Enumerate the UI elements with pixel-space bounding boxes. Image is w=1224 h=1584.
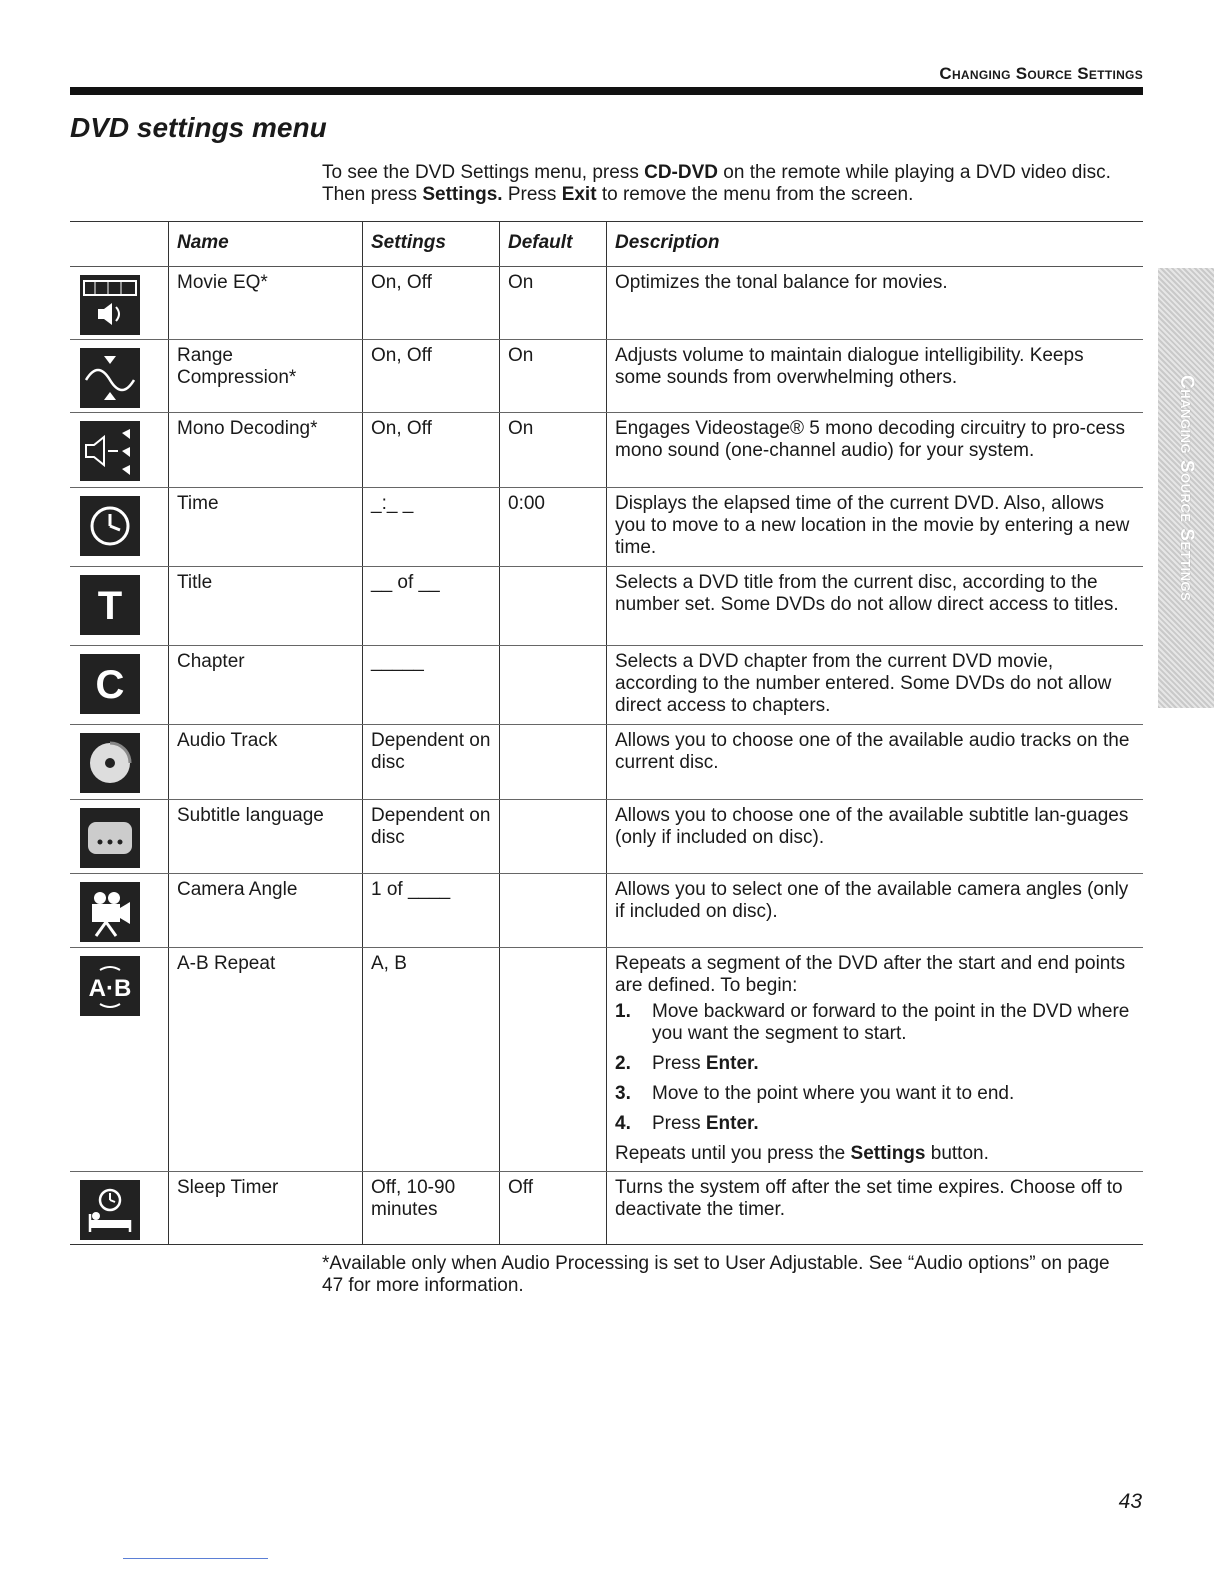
row-settings: Dependent on disc [363, 800, 500, 874]
row-default [500, 567, 607, 646]
section-header: Changing Source Settings [939, 64, 1143, 83]
decorative-line [123, 1558, 268, 1559]
step-text-plain: Move to the point where you want it to end. [652, 1083, 1015, 1104]
row-default: Off [500, 1172, 607, 1245]
list-item [615, 1113, 1135, 1135]
row-default [500, 874, 607, 948]
step-text [652, 1113, 759, 1135]
table-row [70, 800, 1143, 874]
row-settings: On, Off [363, 413, 500, 488]
row-settings: A, B [363, 948, 500, 1172]
intro-text-3: Press [502, 184, 562, 205]
row-default: On [500, 267, 607, 340]
table-row [70, 874, 1143, 948]
row-settings: __ of __ [363, 567, 500, 646]
row-description: Adjusts volume to maintain dialogue intelligibility. Keeps some sounds from overwhelming others. [607, 340, 1144, 413]
side-tab [1158, 268, 1214, 708]
list-item [615, 1001, 1135, 1045]
row-name: Movie EQ* [169, 267, 363, 340]
intro-key-exit: Exit [561, 184, 597, 205]
row-description: Selects a DVD chapter from the current DVD movie, according to the number entered. Some DVDs do not allow direct access to chapters. [607, 646, 1144, 725]
svg-text:A·B: A·B [88, 975, 132, 1002]
svg-text:T: T [97, 584, 123, 628]
step-text-plain: Press [652, 1113, 706, 1134]
table-row [70, 725, 1143, 800]
table-row [70, 267, 1143, 340]
footnote: *Available only when Audio Processing is set to User Adjustable. See “Audio options” on page 47 for more information. [322, 1253, 1110, 1296]
mono-decoding-icon [80, 421, 140, 481]
intro-paragraph [322, 162, 1152, 206]
settings-column-header: Settings [363, 222, 500, 267]
row-name: Audio Track [169, 725, 363, 800]
default-column-header: Default [500, 222, 607, 267]
table-header-row [70, 222, 1143, 267]
settings-table [70, 221, 1143, 1245]
row-description: Turns the system off after the set time expires. Choose off to deactivate the timer. [607, 1172, 1144, 1245]
intro-text-2: on the remote while playing a DVD video disc. Then press [322, 162, 1111, 205]
row-default: On [500, 413, 607, 488]
ab-repeat-tail-text-1: Repeats until you press the [615, 1143, 851, 1164]
table-row [70, 340, 1143, 413]
step-number: 4. [615, 1113, 631, 1134]
table-row-ab-repeat [70, 948, 1143, 1172]
row-default [500, 948, 607, 1172]
row-settings: _____ [363, 646, 500, 725]
intro-key-cd-dvd: CD-DVD [644, 162, 718, 183]
step-number: 1. [615, 1001, 631, 1022]
list-item [615, 1053, 1135, 1075]
chapter-c-icon [80, 654, 140, 714]
table-row [70, 488, 1143, 567]
row-name: Time [169, 488, 363, 567]
subtitle-icon [80, 808, 140, 868]
row-settings: _:_ _ [363, 488, 500, 567]
row-name: Mono Decoding* [169, 413, 363, 488]
step-text-bold: Enter. [705, 1053, 759, 1074]
row-settings: 1 of ____ [363, 874, 500, 948]
row-description: Displays the elapsed time of the current DVD. Also, allows you to move to a new location in the movie by entering a new time. [607, 488, 1144, 567]
row-settings: On, Off [363, 340, 500, 413]
ab-repeat-intro: Repeats a segment of the DVD after the start and end points are defined. To begin: [615, 953, 1126, 996]
row-name: Title [169, 567, 363, 646]
audio-disc-icon [80, 733, 140, 793]
movie-eq-icon [80, 275, 140, 335]
table-row-sleep-timer [70, 1172, 1143, 1245]
row-description: Optimizes the tonal balance for movies. [607, 267, 1144, 340]
ab-repeat-tail [615, 1143, 1135, 1165]
row-default [500, 646, 607, 725]
row-default: 0:00 [500, 488, 607, 567]
name-column-header: Name [169, 222, 363, 267]
row-settings: On, Off [363, 267, 500, 340]
row-description: Allows you to choose one of the available subtitle lan-guages (only if included on disc). [607, 800, 1144, 874]
row-settings: Off, 10-90 minutes [363, 1172, 500, 1245]
icon-column-header [70, 222, 169, 267]
sleep-timer-icon [80, 1180, 140, 1240]
ab-repeat-tail-text-2: button. [925, 1143, 989, 1164]
row-description [607, 948, 1144, 1172]
ab-repeat-icon [80, 956, 140, 1016]
camera-icon [80, 882, 140, 942]
header-rule [70, 87, 1143, 95]
ab-repeat-steps [615, 1001, 1135, 1135]
row-description: Selects a DVD title from the current disc, according to the number set. Some DVDs do not allow direct access to titles. [607, 567, 1144, 646]
side-tab-label: Changing Source Settings [1176, 374, 1197, 602]
page-number: 43 [1118, 1490, 1142, 1513]
row-name: Chapter [169, 646, 363, 725]
row-default: On [500, 340, 607, 413]
page-title: DVD settings menu [70, 112, 327, 143]
step-text-bold: Enter. [705, 1113, 759, 1134]
table-row [70, 567, 1143, 646]
row-description: Allows you to choose one of the available audio tracks on the current disc. [607, 725, 1144, 800]
intro-text-1: To see the DVD Settings menu, press [322, 162, 645, 183]
intro-key-settings: Settings. [422, 184, 503, 205]
table-row [70, 413, 1143, 488]
description-column-header: Description [607, 222, 1144, 267]
range-compression-icon [80, 348, 140, 408]
step-number: 2. [615, 1053, 631, 1074]
ab-repeat-tail-bold: Settings [850, 1143, 926, 1164]
row-name: Sleep Timer [169, 1172, 363, 1245]
row-name: Range Compression* [169, 340, 363, 413]
row-name: A-B Repeat [169, 948, 363, 1172]
step-text [652, 1053, 759, 1075]
list-item [615, 1083, 1135, 1105]
clock-icon [80, 496, 140, 556]
row-default [500, 800, 607, 874]
row-default [500, 725, 607, 800]
row-name: Subtitle language [169, 800, 363, 874]
step-text-plain: Move backward or forward to the point in the DVD where you want the segment to start. [652, 1001, 1130, 1044]
step-text-plain: Press [652, 1053, 706, 1074]
row-name: Camera Angle [169, 874, 363, 948]
title-t-icon [80, 575, 140, 635]
intro-text-4: to remove the menu from the screen. [596, 184, 914, 205]
step-number: 3. [615, 1083, 631, 1104]
row-description: Engages Videostage® 5 mono decoding circuitry to pro-cess mono sound (one-channel audio) for your system. [607, 413, 1144, 488]
step-text [652, 1001, 1135, 1045]
step-text [652, 1083, 1014, 1105]
svg-text:C: C [95, 663, 125, 707]
row-description: Allows you to select one of the available camera angles (only if included on disc). [607, 874, 1144, 948]
table-row [70, 646, 1143, 725]
row-settings: Dependent on disc [363, 725, 500, 800]
